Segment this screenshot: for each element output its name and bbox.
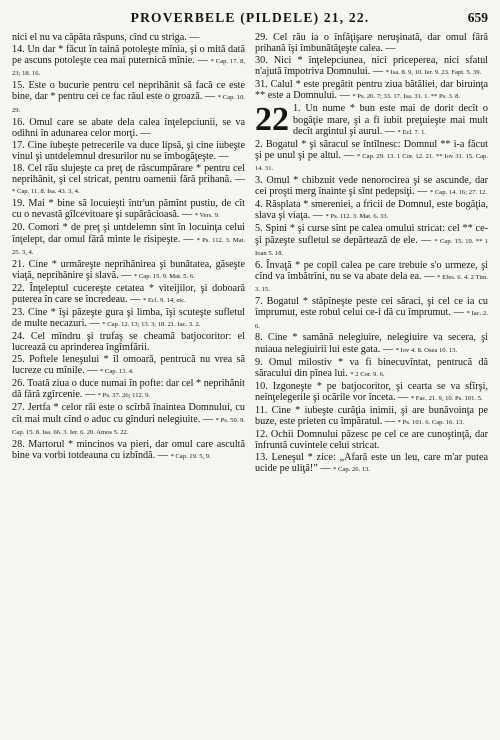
cross-reference: * Vers. 9.	[194, 212, 220, 220]
verse-text: 25. Poftele leneşului * îl omoară, pentrucă nu vrea să lucreze cu mînile. —	[12, 354, 245, 377]
verse-paragraph	[12, 402, 245, 438]
verse-paragraph	[12, 198, 245, 222]
cross-reference: * Cap. 26. 13.	[333, 466, 371, 474]
verse-paragraph	[255, 332, 488, 356]
cross-reference: * Cap. 13. 4.	[99, 368, 134, 376]
cross-reference: * Cap. 11. 8. Isa. 43. 3, 4.	[12, 188, 80, 196]
verse-paragraph	[12, 259, 245, 283]
verse-text: 8. Cine * samănă nelegiuire, nelegiuire va secera, şi nuiaua nelegiuirii lui este gata. —	[255, 332, 488, 355]
verse-text: 29. Cel rău ia o înfăţişare neruşinată, dar omul fără prihană îşi îmbunătăţeşte calea. —	[255, 32, 488, 55]
verse-text: 4. Răsplata * smereniei, a fricii de Domnul, este bogăţia, slava şi viaţa. —	[255, 199, 488, 222]
cross-reference: * Ps. 101. 6. Cap. 16. 13.	[397, 419, 464, 426]
cross-reference: * Cap. 29. 13. 1 Cor. 12. 21. ** Iov 31. 15. Cap. 14. 31.	[255, 152, 488, 173]
cross-reference: * Cap. 14. 16; 27. 12.	[429, 189, 487, 197]
cross-reference: * Fac. 21. 9, 10. Ps. 101. 5.	[410, 394, 483, 402]
verse-text: 17. Cine iubeşte petrecerile va duce lipsă, şi cine iubeşte vinul şi untdelemnul dresurilor nu se îmbogăţeşte. —	[12, 139, 245, 162]
verse-paragraph	[12, 80, 245, 116]
page-title: PROVERBELE (PILDELE) 21, 22.	[130, 10, 370, 25]
verse-paragraph	[255, 103, 488, 138]
verse-paragraph	[12, 378, 245, 402]
verse-paragraph	[12, 44, 245, 80]
verse-paragraph	[255, 452, 488, 476]
cross-reference: * Cap. 15. 19. ** 1 Ioan 5. 18.	[255, 237, 488, 257]
verse-text: 16. Omul care se abate dela calea înţelepciunii, se va odihni în adunarea celor morţi. —	[12, 116, 245, 139]
two-column-text	[12, 32, 488, 476]
chapter-number: 22	[255, 101, 289, 139]
cross-reference: * Iov 4. 8. Osea 10. 13.	[395, 346, 458, 354]
verse-paragraph	[12, 354, 245, 378]
cross-reference: * Cap. 10. 29.	[12, 94, 246, 114]
cross-reference: * 2 Cor. 9. 6.	[350, 370, 385, 378]
verse-paragraph	[255, 139, 488, 175]
cross-reference: * Cap. 17. 8, 23; 18. 16.	[12, 58, 246, 78]
verse-text: 14. Un dar * făcut în taină potoleşte mînia, şi o mită dată pe ascuns potoleşte cea mai puternică mînie. —	[12, 43, 245, 67]
verse-paragraph	[12, 283, 245, 307]
page-number: 659	[467, 10, 488, 25]
verse-paragraph	[12, 32, 245, 43]
verse-text: 28. Martorul * mincinos va pieri, dar omul care ascultă bine va vorbi totdeauna cu izbîndă. —	[12, 438, 245, 461]
verse-paragraph	[255, 381, 488, 405]
verse-paragraph	[12, 307, 245, 331]
cross-reference: * Ps. 112. 3. Mat. 6. 33.	[325, 213, 389, 221]
right-column	[255, 32, 488, 476]
verse-paragraph	[255, 260, 488, 296]
cross-reference: * Ps. 50. 9. Cap. 15. 8. Isa. 66. 3. Ier. 6. 20. Amos 5. 22.	[12, 416, 246, 436]
verse-text: 7. Bogatul * stăpîneşte peste cei săraci, şi cel ce ia cu împrumut, este robul celui ce-i dă cu împrumut. —	[255, 296, 488, 319]
cross-reference: * Ps. 20. 7; 33. 17. Isa. 31. 1. ** Ps. 3. 8.	[352, 93, 461, 101]
verse-text: 2. Bogatul * şi săracul se întîlnesc: Domnul ** i-a făcut şi pe unul şi pe altul. —	[255, 138, 488, 161]
verse-text: 20. Comori * de preţ şi untdelemn sînt în locuinţa celui înţelept, dar omul fără minte le risipeşte. —	[12, 222, 245, 245]
verse-text: 3. Omul * chibzuit vede nenorocirea şi se ascunde, dar cei proşti merg înainte şi sînt pedepsiţi. —	[255, 175, 488, 198]
verse-text: 5. Spini * şi curse sînt pe calea omului stricat: cel ** ce-şi păzeşte sufletul se depărtează de ele. —	[255, 223, 488, 246]
verse-paragraph	[255, 79, 488, 103]
cross-reference: * Ecl. 9. 14, etc.	[142, 297, 186, 305]
verse-text: 9. Omul milostiv * va fi binecuvîntat, pentrucă dă săracului din pînea lui.	[255, 356, 488, 379]
cross-reference: * Iac. 2. 6.	[255, 310, 488, 330]
verse-text: 19. Mai * bine să locuieşti într'un pămînt pustiu, de cît cu o nevastă gîlcevitoare şi supărăcioasă. —	[12, 198, 245, 221]
verse-paragraph	[255, 429, 488, 452]
verse-paragraph	[255, 199, 488, 223]
verse-text: 11. Cine * iubeşte curăţia inimii, şi are bunăvoinţa pe buze, este prieten cu împăratul. —	[255, 404, 488, 427]
verse-paragraph	[12, 163, 245, 198]
cross-reference: * Cap. 19. 5, 9.	[170, 452, 211, 460]
verse-text: 22. Înţeleptul cucereşte cetatea * viteijilor, şi doboară puterea în care se încredeau. —	[12, 282, 245, 306]
verse-text: 23. Cine * îşi păzeşte gura şi limba, îşi scuteşte sufletul de multe necazuri. —	[12, 306, 245, 330]
verse-paragraph	[12, 331, 245, 354]
verse-paragraph	[255, 223, 488, 259]
verse-paragraph	[255, 175, 488, 199]
verse-paragraph	[255, 296, 488, 332]
cross-reference: * Ps. 37. 26; 112. 9.	[97, 392, 151, 400]
cross-reference: * Ecl. 7. 1.	[397, 128, 427, 136]
verse-paragraph	[12, 140, 245, 163]
verse-paragraph	[12, 222, 245, 258]
verse-text: 12. Ochii Domnului păzesc pe cel ce are cunoştinţă, dar înfruntă cuvintele celui stricat.	[255, 428, 488, 452]
cross-reference: * Cap. 15. 9. Mat. 5. 6.	[133, 272, 195, 280]
verse-text: 6. Învaţă * pe copil calea pe care trebuie s'o urmeze, şi cînd va îmbătrîni, nu se va abate dela ea. —	[255, 259, 488, 282]
verse-text: 30. Nici * înţelepciunea, nici priceperea, nici sfatul n'ajută împotriva Domnului. —	[255, 55, 488, 78]
verse-paragraph	[255, 405, 488, 429]
verse-text: 15. Este o bucurie pentru cel neprihănit să facă ce este bine, dar * pentru cei ce fac răul este o groază. —	[12, 80, 245, 103]
verse-text: 18. Cel rău slujeşte ca preţ de răscumpărare * pentru cel neprihănit, şi cel stricat, pentru oamenii fără prihană. —	[12, 162, 245, 186]
verse-paragraph	[255, 32, 488, 55]
verse-paragraph	[12, 439, 245, 463]
verse-text: 1. Un nume * bun este mai de dorit decît o bogăţie mare, şi a fi iubit preţuieşte mai mult decît argintul şi aurul. —	[293, 103, 488, 137]
verse-text: 26. Toată ziua o duce numai în pofte: dar cel * neprihănit dă fără zgîrcenie. —	[12, 378, 245, 401]
verse-text: 24. Cel mîndru şi trufaş se cheamă batjocoritor: el lucrează cu aprinderea îngîmfării.	[12, 330, 245, 354]
verse-paragraph	[255, 357, 488, 381]
left-column	[12, 32, 245, 476]
cross-reference: * Isa. 8. 9, 10. Ier. 9. 23. Fapt. 5. 39.	[385, 69, 482, 77]
cross-reference: * Ps. 112. 3. Mat. 25. 3, 4.	[12, 236, 245, 256]
verse-text: nici el nu va căpăta răspuns, cînd cu striga. —	[12, 32, 200, 43]
verse-text: 31. Calul * este pregătit pentru ziua bătăliei, dar biruinţa ** este a Domnului. —	[255, 79, 488, 102]
cross-reference: * Cap. 12. 13; 13. 3; 18. 21. Iac. 3. 2.	[102, 321, 201, 329]
verse-text: 21. Cine * urmăreşte neprihănirea şi bunătatea, găseşte viaţă, neprihănire şi slavă. —	[12, 258, 245, 281]
page-header	[12, 10, 488, 30]
cross-reference: * Efes. 6. 4. 2 Tim. 3. 15.	[255, 273, 488, 294]
verse-text: 10. Izgoneşte * pe batjocoritor, şi cearta se va sfîrşi, neînţelegerile şi ocările vor înceta. —	[255, 380, 488, 403]
verse-text: 13. Leneşul * zice: „Afară este un leu, care m'ar putea ucide pe uliţă!” —	[255, 451, 488, 475]
verse-paragraph	[12, 117, 245, 140]
verse-text: 27. Jertfa * celor răi este o scîrbă înaintea Domnului, cu cît mai mult cînd o aduc cu gînduri nelegiuite. —	[12, 402, 245, 425]
verse-paragraph	[255, 55, 488, 79]
